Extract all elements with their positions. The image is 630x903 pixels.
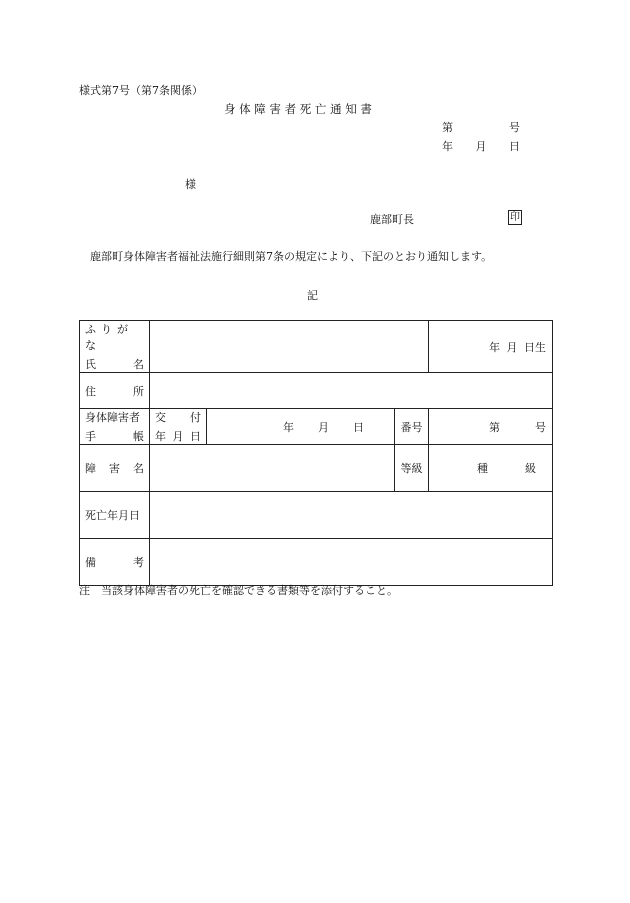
go-label: 号 xyxy=(509,121,520,134)
table-row-death-date xyxy=(80,492,553,539)
seal-mark xyxy=(508,210,522,225)
issue-month-label: 月 xyxy=(318,420,329,434)
bango-label: 番号 xyxy=(395,409,429,445)
footnote: 注 当該身体障害者の死亡を確認できる書類等を添付すること。 xyxy=(79,584,398,597)
ki-label: 記 xyxy=(307,289,318,302)
furigana-label: ふりがな xyxy=(85,323,133,352)
death-date-label: 死亡年月日 xyxy=(80,492,150,539)
koufu-date-label: 年 月 日 xyxy=(155,430,201,443)
remarks-label: 備 考 xyxy=(85,556,144,569)
document-date xyxy=(442,138,520,154)
address-label-cell xyxy=(80,373,150,409)
name-label-cell xyxy=(80,321,150,373)
issue-date-cell[interactable] xyxy=(207,409,395,445)
disability-value-cell[interactable] xyxy=(150,445,395,492)
addressee-sama: 様 xyxy=(185,178,196,191)
tokyu-label: 等級 xyxy=(395,445,429,492)
shimei-label: 氏 名 xyxy=(85,358,144,371)
notification-table xyxy=(79,320,553,586)
remarks-label-cell xyxy=(80,539,150,586)
disability-label: 障 害 名 xyxy=(85,462,144,475)
address-value-cell[interactable] xyxy=(150,373,553,409)
birth-month-label: 月 xyxy=(506,340,518,354)
techo-top-label: 身体障害者 xyxy=(85,411,140,424)
table-row-techo xyxy=(80,409,553,445)
dai-label: 第 xyxy=(442,121,453,134)
birth-year-label: 年 xyxy=(489,340,501,354)
koufu-label: 交 付 xyxy=(155,411,201,424)
number-go-label: 号 xyxy=(535,420,547,434)
address-label: 住 所 xyxy=(85,384,144,398)
day-label: 日 xyxy=(509,140,520,153)
grade-kyu-label: 級 xyxy=(525,462,537,475)
remarks-value-cell[interactable] xyxy=(150,539,553,586)
form-number: 様式第7号（第7条関係） xyxy=(79,84,203,97)
issue-year-label: 年 xyxy=(283,420,294,434)
table-row-address xyxy=(80,373,553,409)
seal-label: 印 xyxy=(510,212,520,223)
body-text: 鹿部町身体障害者福祉法施行細則第7条の規定により、下記のとおり通知します。 xyxy=(90,250,493,263)
birth-day-label: 日生 xyxy=(524,340,547,354)
grade-shu-label: 種 xyxy=(477,462,489,475)
techo-number-cell[interactable] xyxy=(429,409,553,445)
name-value-cell[interactable] xyxy=(150,321,429,373)
month-label: 月 xyxy=(475,140,487,153)
techo-label-cell xyxy=(80,409,150,445)
disability-label-cell xyxy=(80,445,150,492)
birthdate-cell[interactable] xyxy=(429,321,553,373)
document-number xyxy=(442,119,520,135)
issue-day-label: 日 xyxy=(353,420,364,434)
death-date-value-cell[interactable] xyxy=(150,492,553,539)
table-row-disability xyxy=(80,445,553,492)
document-title: 身 体 障 害 者 死 亡 通 知 書 xyxy=(224,102,372,116)
number-dai-label: 第 xyxy=(489,420,501,434)
grade-cell[interactable] xyxy=(429,445,553,492)
table-row-remarks xyxy=(80,539,553,586)
techo-bottom-label: 手 帳 xyxy=(85,430,144,443)
koufu-label-cell xyxy=(150,409,207,445)
sender-name: 鹿部町長 xyxy=(370,213,414,226)
year-label: 年 xyxy=(442,140,453,153)
table-row-name xyxy=(80,321,553,373)
